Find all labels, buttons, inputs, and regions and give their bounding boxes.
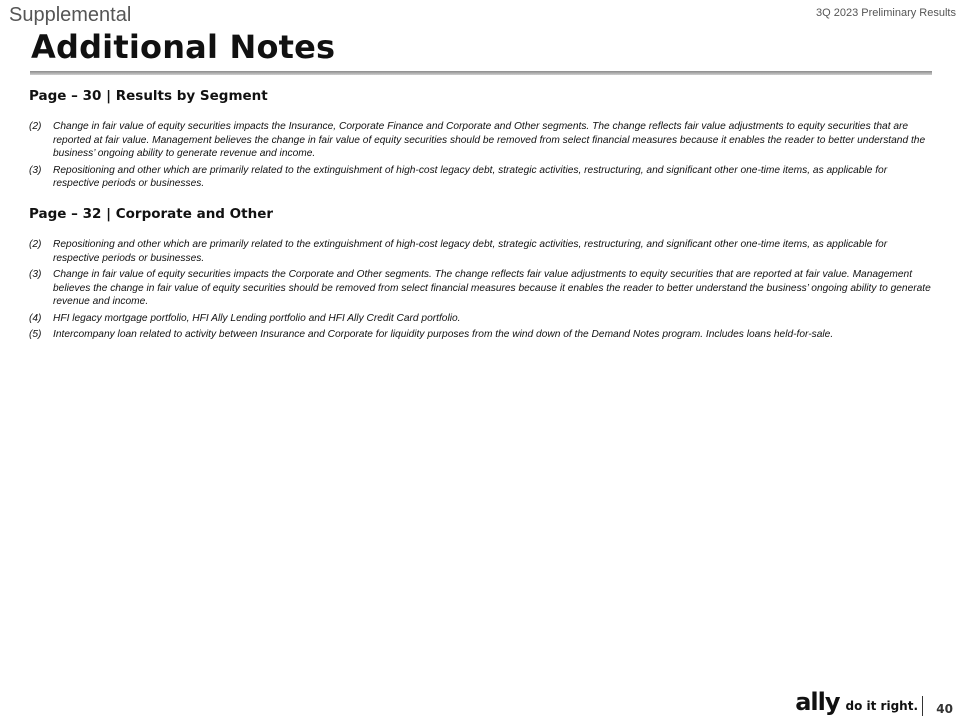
note-item xyxy=(29,164,934,191)
note-text: Repositioning and other which are primarily related to the extinguishment of high-cost legacy debt, strategic activities, restructuring, and significant other one-time items, as applicable for respective periods or businesses. xyxy=(53,164,888,189)
note-item xyxy=(29,268,934,309)
note-text: Change in fair value of equity securities impacts the Insurance, Corporate Finance and Corporate and Other segments. The change reflects fair value adjustments to equity securities that are reported at fair value. Management believes the change in fair value of equity securities should be removed from select financial measures because it enables the reader to better understand the business’ ongoing ability to generate revenue and income. xyxy=(53,121,926,159)
note-number: (4) xyxy=(29,312,42,324)
note-item xyxy=(29,120,934,161)
report-label: 3Q 2023 Preliminary Results xyxy=(815,7,956,19)
note-text: Repositioning and other which are primarily related to the extinguishment of high-cost legacy debt, strategic activities, restructuring, and significant other one-time items, as applicable for respective periods or businesses. xyxy=(53,239,888,264)
section-results-by-segment xyxy=(29,88,934,194)
note-list xyxy=(29,238,934,342)
note-number: (3) xyxy=(29,269,42,280)
footer-divider xyxy=(922,696,923,716)
note-number: (5) xyxy=(29,329,42,340)
note-item xyxy=(29,238,934,265)
section-heading: Page – 32 | Corporate and Other xyxy=(29,206,274,222)
note-list xyxy=(29,120,934,191)
page-title: Additional Notes xyxy=(31,28,336,66)
note-item xyxy=(29,328,934,342)
note-text: HFI legacy mortgage portfolio, HFI Ally Lending portfolio and HFI Ally Credit Card portfolio. xyxy=(53,312,461,324)
brand-logo xyxy=(795,688,918,716)
section-heading: Page – 30 | Results by Segment xyxy=(29,88,268,104)
note-number: (3) xyxy=(29,164,42,176)
note-number: (2) xyxy=(29,239,42,250)
note-text: Intercompany loan related to activity between Insurance and Corporate for liquidity purposes from the wind down of the Demand Notes program. Includes loans held-for-sale. xyxy=(53,329,834,340)
title-divider xyxy=(30,71,932,75)
note-number: (2) xyxy=(29,121,42,132)
supplemental-label: Supplemental xyxy=(9,4,132,26)
note-item xyxy=(29,312,934,326)
section-corporate-and-other xyxy=(29,206,934,345)
note-text: Change in fair value of equity securities impacts the Corporate and Other segments. The change reflects fair value adjustments to equity securities that are reported at fair value. Management believes the change in fair value of equity securities should be removed from select financial measures because it enables the reader to better understand the business’ ongoing ability to generate revenue and income. xyxy=(53,269,931,307)
page-number: 40 xyxy=(936,702,953,716)
brand-tagline: do it right. xyxy=(845,699,918,713)
ally-wordmark: ally xyxy=(795,688,840,716)
